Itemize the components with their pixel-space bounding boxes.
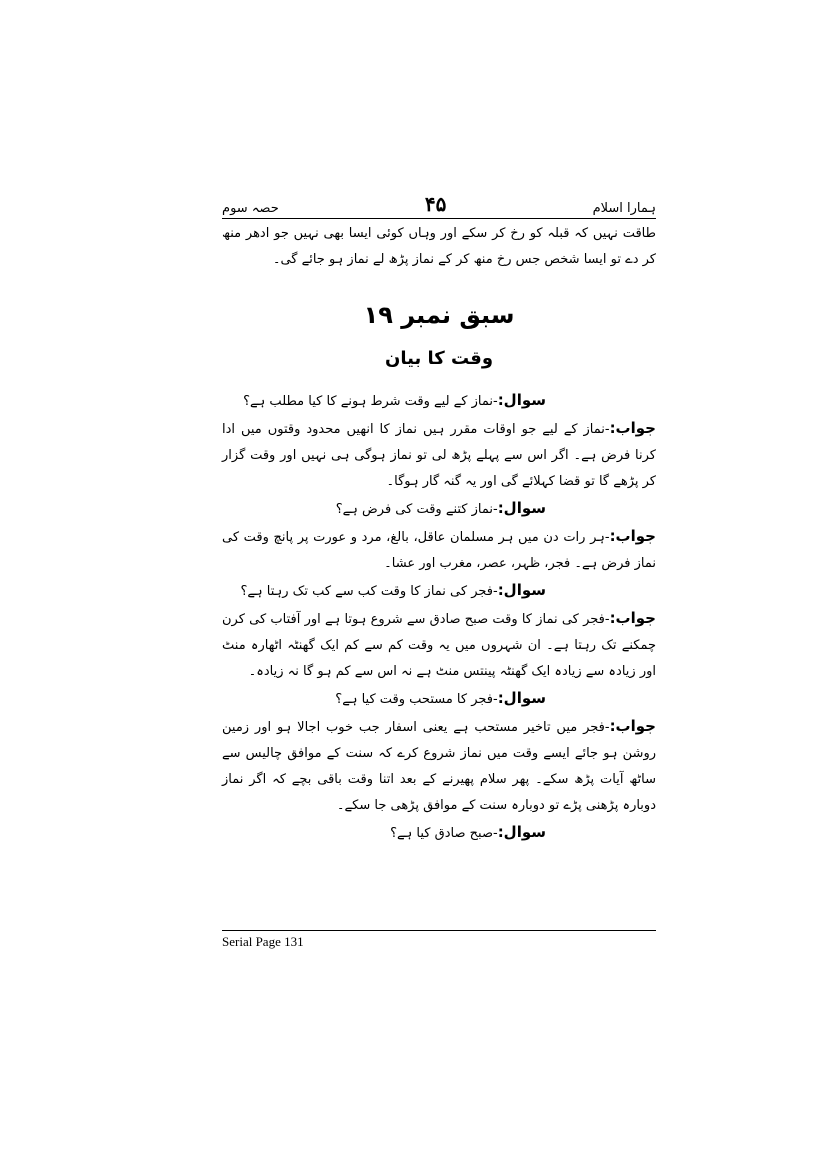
footer-rule [222,930,656,931]
answer-text: -فجر کی نماز کا وقت صبح صادق سے شروع ہوتا ہے اور آفتاب کی کرن چمکنے تک رہتا ہے۔ ان شہروں میں یہ وقت کم سے کم ایک گھنٹہ اٹھارہ منٹ اور زیادہ سے زیادہ ایک گھنٹہ پینتس منٹ ہے نہ اس سے کم ہو گا نہ زیادہ۔ [222,612,656,679]
answer [222,713,656,819]
answer [222,415,656,495]
question-label: سوال: [497,581,546,599]
lesson-title: سبق نمبر ۱۹ [363,301,515,329]
page-number: ۴۵ [424,192,447,216]
answer-label: جواب: [609,419,656,437]
question [222,387,656,415]
question-text: -فجر کی نماز کا وقت کب سے کب تک رہتا ہے؟ [240,584,498,599]
header-rule [222,218,656,219]
question-text: -صبح صادق کیا ہے؟ [390,826,498,841]
answer-label: جواب: [609,609,656,627]
book-title: ہمارا اسلام [592,201,656,216]
question-label: سوال: [497,823,546,841]
intro-paragraph: طاقت نہیں کہ قبلہ کو رخ کر سکے اور وہاں کوئی ایسا بھی نہیں جو ادھر منھ کر دے تو ایسا شخص جس رخ منھ کر کے نماز پڑھ لے نماز ہو جائے گی۔ [222,226,656,267]
question [222,495,656,523]
question-text: -نماز کے لیے وقت شرط ہونے کا کیا مطلب ہے؟ [243,394,498,409]
lesson-subtitle: وقت کا بیان [384,348,494,369]
page-body [222,221,656,847]
question-label: سوال: [497,391,546,409]
question-text: -فجر کا مستحب وقت کیا ہے؟ [335,692,498,707]
question-text: -نماز کتنے وقت کی فرض ہے؟ [335,502,498,517]
serial-page-footer: Serial Page 131 [222,934,304,949]
page-header [222,194,656,216]
answer-text: -فجر میں تاخیر مستحب ہے یعنی اسفار جب خوب اجالا ہو اور زمین روشن ہو جائے ایسے وقت میں نماز شروع کرے کہ سنت کے موافق چالیس سے ساٹھ آیات پڑھ سکے۔ پھر سلام پھیرنے کے بعد اتنا وقت باقی بچے کہ اگر نماز دوبارہ پڑھنی پڑے تو دوبارہ سنت کے موافق پڑھی جا سکے۔ [222,720,656,813]
question [222,577,656,605]
answer-text: -ہر رات دن میں ہر مسلمان عاقل، بالغ، مرد و عورت پر پانچ وقت کی نماز فرض ہے۔ فجر، ظہر، عصر، مغرب اور عشا۔ [222,530,656,571]
answer-label: جواب: [609,527,656,545]
answer [222,523,656,577]
question [222,685,656,713]
answer-label: جواب: [609,717,656,735]
answer-text: -نماز کے لیے جو اوقات مقرر ہیں نماز کا انھیں محدود وقتوں میں ادا کرنا فرض ہے۔ اگر اس سے پہلے پڑھ لی تو نماز ہوگی ہی نہیں اور وقت گزار کر پڑھے گا تو قضا کہلائے گی اور یہ گنہ گار ہوگا۔ [222,422,656,489]
question-label: سوال: [497,689,546,707]
question-label: سوال: [497,499,546,517]
answer [222,605,656,685]
question [222,819,656,847]
part-label: حصہ سوم [222,201,279,216]
